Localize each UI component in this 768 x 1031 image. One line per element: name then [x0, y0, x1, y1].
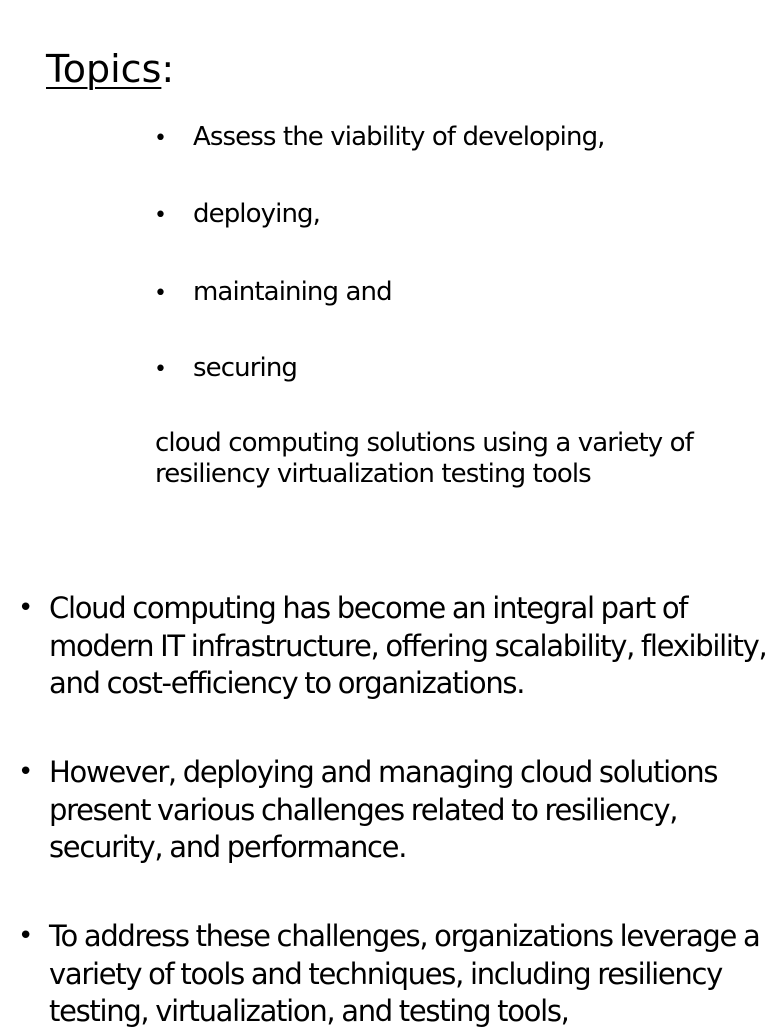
topic-item [154, 352, 297, 386]
point-item [18, 590, 768, 703]
bullet-icon: • [154, 281, 167, 306]
bullet-icon: • [18, 593, 33, 623]
bullet-icon: • [154, 357, 167, 382]
bullet-icon: • [18, 757, 33, 787]
bullet-icon: • [154, 203, 167, 228]
topic-item [154, 276, 392, 310]
bullet-icon: • [18, 921, 33, 951]
bullet-icon: • [154, 126, 167, 151]
topic-item-text: Assess the viability of developing, [193, 122, 605, 152]
point-item-text: To address these challenges, organizations leverage a variety of tools and techniques, including resiliency testing, virtualization, and testing tools, [49, 919, 760, 1028]
page-title-text: Topics [46, 47, 162, 91]
topic-item [154, 121, 605, 155]
point-item [18, 754, 768, 867]
point-item-text: However, deploying and managing cloud solutions present various challenges related to resiliency, security, and performance. [49, 755, 718, 864]
point-item-text: Cloud computing has become an integral part of modern IT infrastructure, offering scalability, flexibility, and cost-efficiency to organizations. [49, 591, 767, 700]
topic-summary: cloud computing solutions using a variety of resiliency virtualization testing tools [155, 428, 693, 489]
topic-item-text: securing [193, 353, 298, 383]
topic-item [154, 198, 320, 232]
topic-item-text: maintaining and [193, 277, 392, 307]
topic-item-text: deploying, [193, 199, 320, 229]
page-title-colon: : [161, 47, 175, 91]
point-item [18, 918, 768, 1031]
page-title [46, 46, 174, 92]
